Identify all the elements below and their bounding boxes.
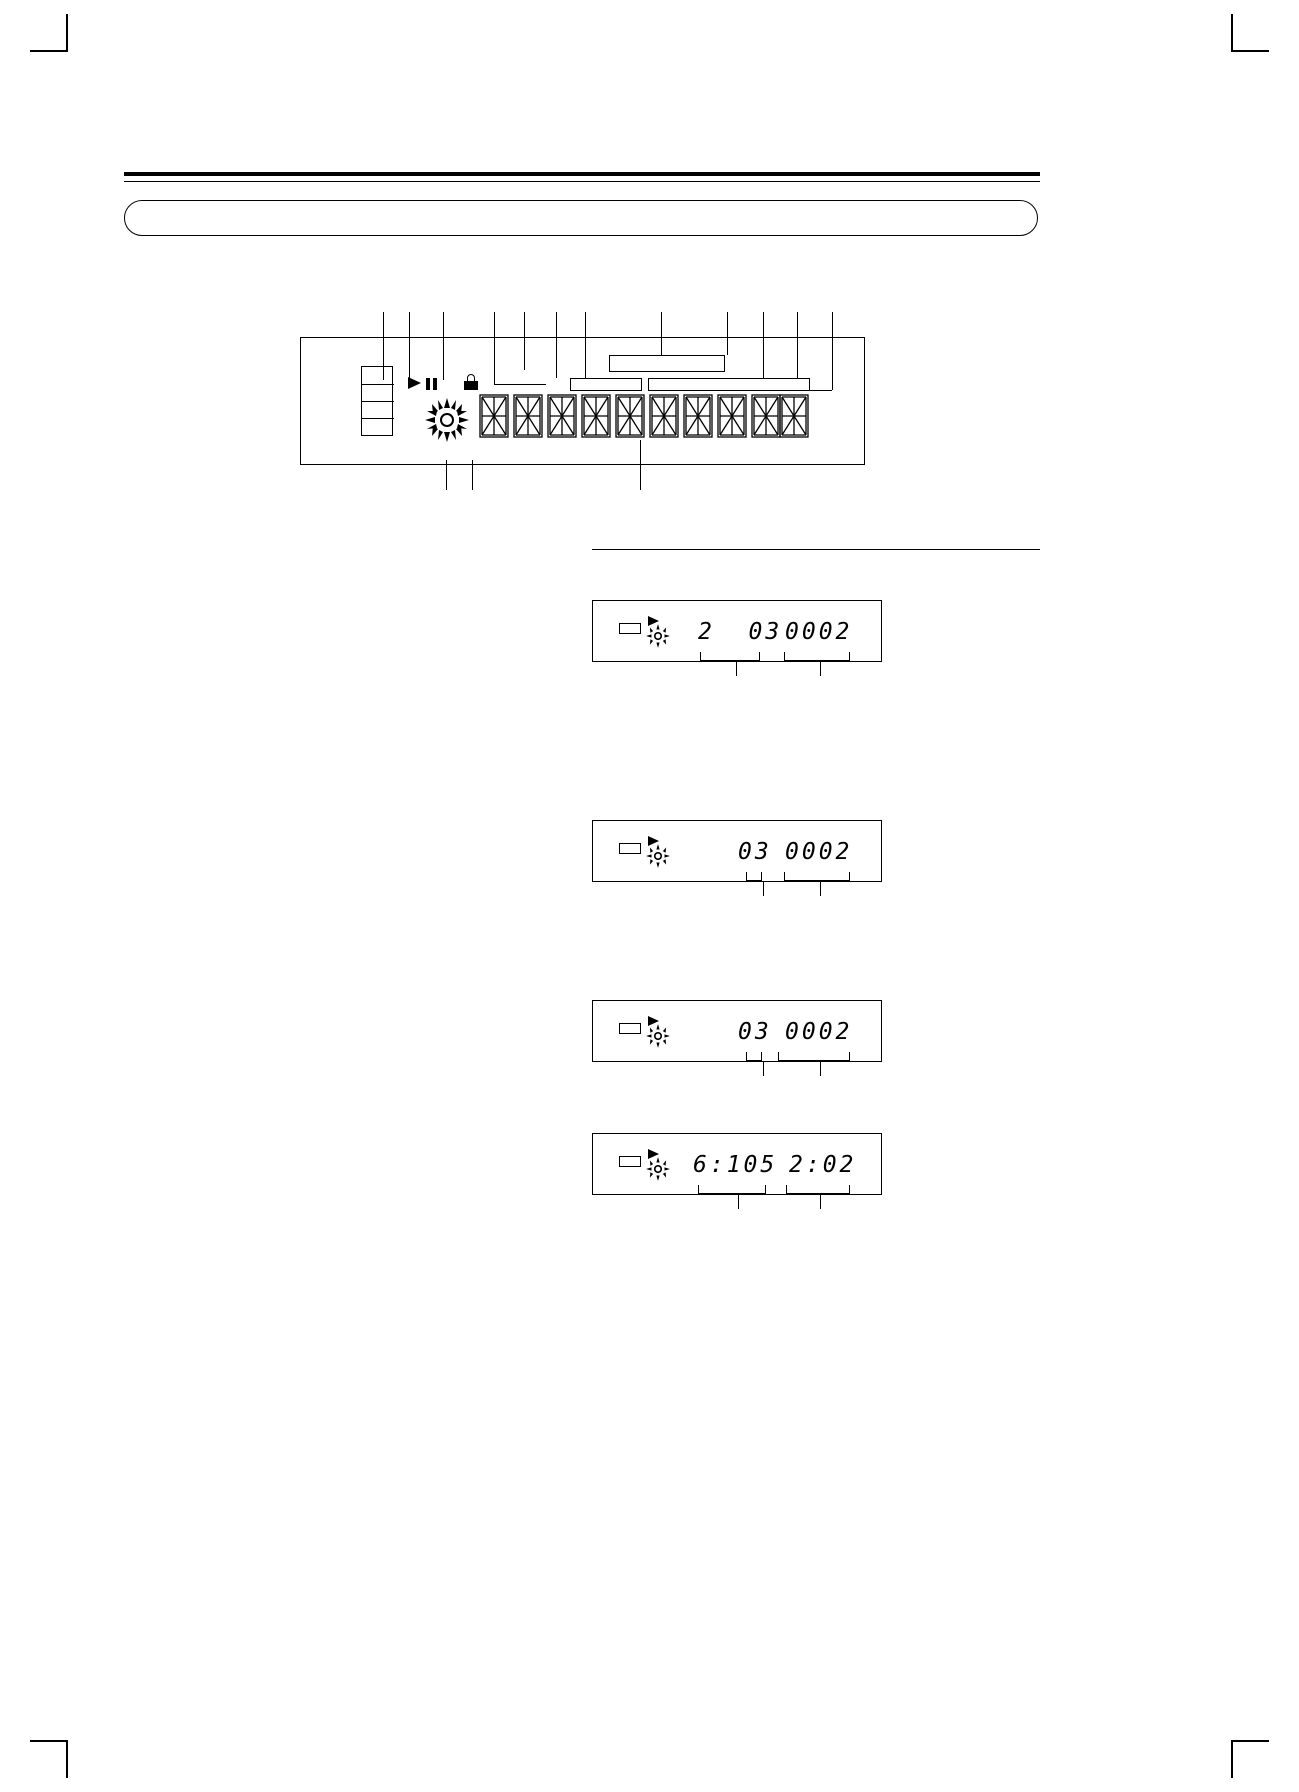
leader-line-6	[556, 312, 557, 378]
leader-line-4b	[494, 384, 546, 385]
example-digits-right: 0002	[785, 619, 853, 645]
example-digits-left: 6:105	[693, 1152, 778, 1178]
leader-line-12b	[808, 390, 832, 391]
leader-line-1	[383, 312, 384, 380]
leader-line-12	[832, 312, 833, 390]
example-digits-right: 2:02	[789, 1152, 857, 1178]
leader-line-8	[661, 312, 662, 355]
example-digits-left: 2 03	[698, 619, 783, 645]
example-digits-left: 03	[738, 1019, 772, 1045]
disc-rotation-icon	[645, 843, 671, 869]
example-bracket-3b	[778, 1052, 850, 1061]
page-title-box	[124, 200, 1038, 236]
example-tick-4a	[738, 1194, 739, 1209]
example-tick-1b	[820, 661, 821, 676]
disc-rotation-icon	[423, 396, 471, 444]
front-panel-diagram	[300, 337, 865, 465]
header-rule-thick	[124, 172, 1040, 176]
crop-mark-top-left	[30, 14, 68, 52]
indicator-rect-icon	[619, 1023, 641, 1034]
crop-mark-top-right	[1231, 14, 1269, 52]
example-bracket-4a	[698, 1185, 766, 1194]
crop-mark-bottom-right	[1231, 1740, 1269, 1778]
disc-rotation-icon	[645, 1156, 671, 1182]
indicator-bar-3	[648, 378, 810, 391]
indicator-rect-icon	[619, 1156, 641, 1167]
disc-rotation-icon	[645, 623, 671, 649]
indicator-bar-1	[609, 355, 725, 372]
leader-line-11	[797, 312, 798, 378]
example-bracket-1b	[784, 652, 850, 661]
leader-line-5	[524, 312, 525, 370]
example-bracket-3a	[746, 1052, 762, 1061]
example-digits-right: 0002	[785, 1019, 853, 1045]
leader-line-10	[763, 312, 764, 378]
crop-mark-bottom-left	[30, 1740, 68, 1778]
example-bracket-1a	[700, 652, 760, 661]
example-digits-left: 03	[738, 839, 772, 865]
leader-line-14	[446, 460, 447, 490]
fourteen-segment-display	[479, 394, 809, 442]
example-tick-3b	[820, 1061, 821, 1076]
disc-rotation-icon	[645, 1023, 671, 1049]
example-tick-2b	[820, 881, 821, 896]
leader-line-16	[640, 440, 641, 490]
example-tick-4b	[820, 1194, 821, 1209]
indicator-rect-icon	[619, 843, 641, 854]
leader-line-3	[443, 312, 444, 380]
example-bracket-2a	[746, 872, 762, 881]
indicator-rect-icon	[619, 623, 641, 634]
indicator-bar-2	[570, 378, 642, 391]
pause-icon	[426, 377, 440, 395]
example-bracket-2b	[784, 872, 850, 881]
lock-icon	[464, 374, 478, 390]
leader-line-15	[472, 460, 473, 490]
leader-line-2	[409, 312, 410, 380]
leader-line-9	[727, 312, 728, 355]
leader-line-7	[585, 312, 586, 378]
button-stack-icon	[361, 366, 393, 436]
example-tick-1a	[736, 661, 737, 676]
example-digits-right: 0002	[785, 839, 853, 865]
example-bracket-4b	[786, 1185, 850, 1194]
section-divider	[592, 549, 1040, 550]
header-rule-thin	[124, 181, 1040, 182]
example-tick-2a	[763, 881, 764, 896]
example-tick-3a	[763, 1061, 764, 1076]
leader-line-4	[494, 312, 495, 384]
